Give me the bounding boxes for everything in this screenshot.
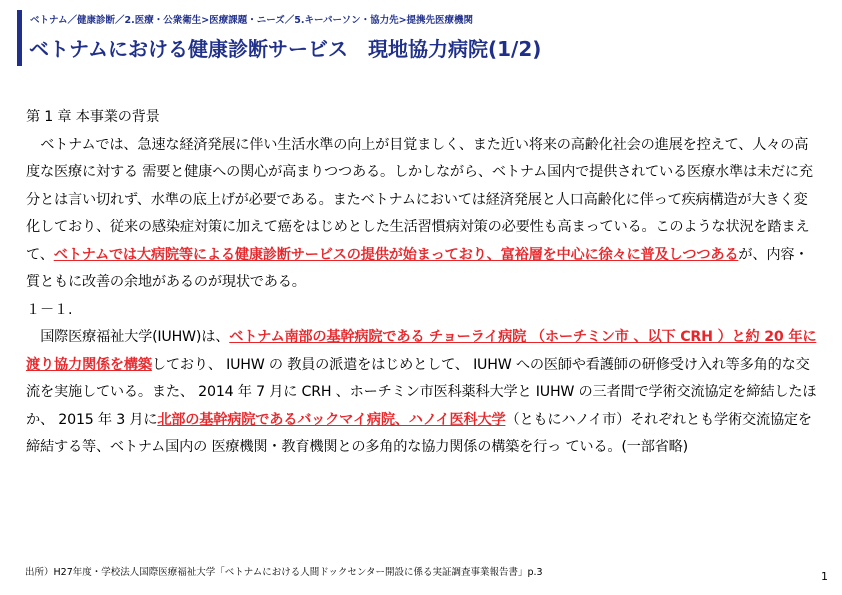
source-footnote: 出所）H27年度・学校法人国際医療福祉大学「ベトナムにおける人間ドックセンター開設に係る実証調査事業報告書」p.3 <box>25 567 543 578</box>
highlight-text: 北部の基幹病院であるバックマイ病院、ハノイ医科大学 <box>157 411 506 428</box>
section-heading: １－１. <box>26 301 73 318</box>
paragraph-text: が、内容・質ともに改善の余地があるのが現状である。 <box>26 246 809 290</box>
paragraph-iuhw <box>26 324 818 462</box>
title-accent-bar <box>17 10 22 66</box>
body-text <box>26 104 818 462</box>
paragraph-text: （ともにハノイ市）それぞれとも学術交流協定を締結する等、ベトナム国内の 医療機関・教育機関との多角的な協力関係の構築を行っ ている。(一部省略) <box>26 411 812 455</box>
page-title: ベトナムにおける健康診断サービス 現地協力病院(1/2) <box>29 37 542 61</box>
chapter-heading: 第 1 章 本事業の背景 <box>26 109 160 125</box>
page-number: 1 <box>821 570 828 583</box>
paragraph-text: ベトナムでは、急速な経済発展に伴い生活水準の向上が目覚ましく、また近い将来の高齢化社会の進展を控えて、人々の高度な医療に対する 需要と健康への関心が高まりつつある。しかしながら、ベトナム国内で提供されている医療水準は未だに充分とは言い切れず、水準の底上げが必要である。またベトナムにおいては経済発展と人口高齢化に伴って疾病構造が大きく変化しており、従来の感染症対策に加えて癌をはじめとした生活習慣病対策の必要性も高まっている。このような状況を踏まえて、 <box>26 136 813 263</box>
breadcrumb: ベトナム／健康診断／2.医療・公衆衛生>医療課題・ニーズ／5.キーパーソン・協力先>提携先医療機関 <box>30 15 474 26</box>
paragraph-text: しており、 IUHW の 教員の派遣をはじめとして、 IUHW への医師や看護師の研修受け入れ等多角的な交流を実施している。また、 2014 年 7 月に CRH 、ホーチミン市医科薬科大学と IUHW の三者間で学術交流協定を締結したほか、 2015 年 3 月に <box>26 356 817 428</box>
highlight-text: ベトナム南部の基幹病院である チョーライ病院 （ホーチミン市 、以下 CRH ）と約 20 年に渡り協力関係を構築 <box>26 329 817 373</box>
paragraph-text: 国際医療福祉大学(IUHW)は、 <box>40 329 230 345</box>
highlight-text: ベトナムでは大病院等による健康診断サービスの提供が始まっており、富裕層を中心に徐々に普及しつつある <box>53 246 739 263</box>
paragraph-background <box>26 132 818 297</box>
